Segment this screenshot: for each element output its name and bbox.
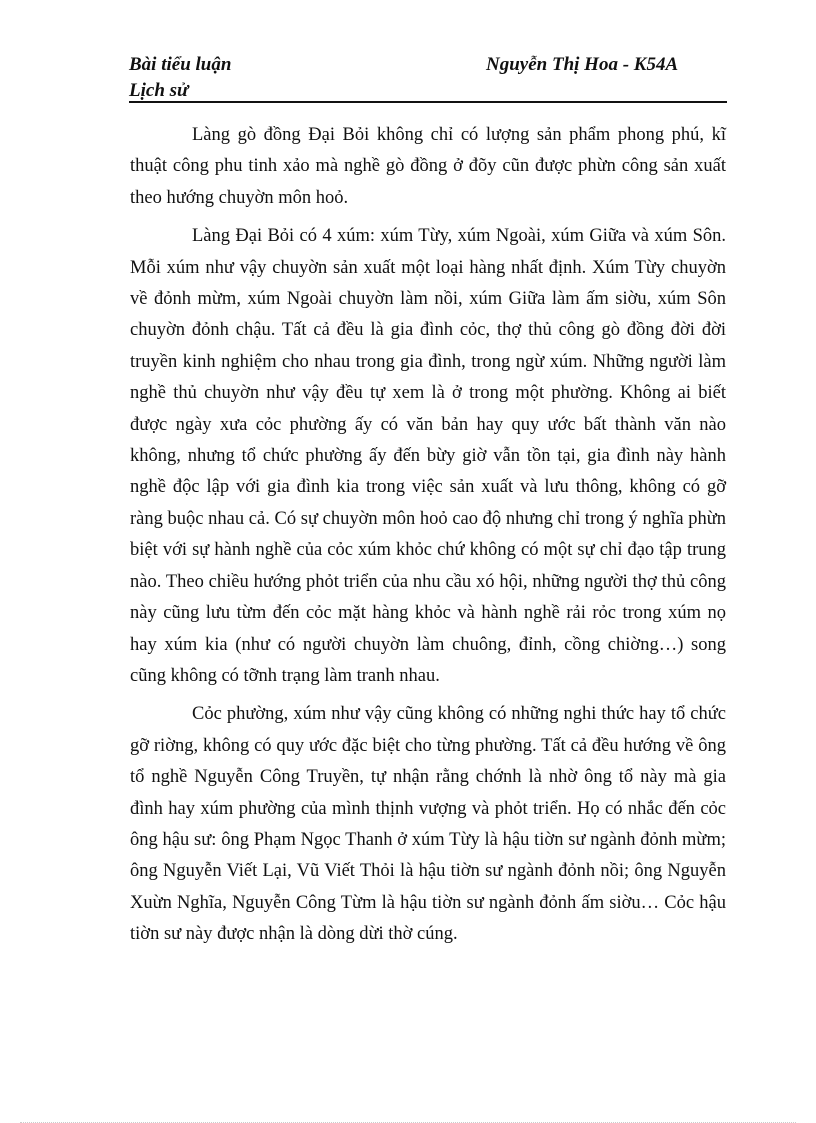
header-right-title: Nguyễn Thị Hoa - K54A [486,54,679,75]
paragraph-2: Làng Đại Bỏi có 4 xúm: xúm Từy, xúm Ngoài, xúm Giữa và xúm Sôn. Mỗi xúm như vậy chuyờn sản xuất một loại hàng nhất định. Xúm Từy chuyờn về đỏnh mừm, xúm Ngoài chuyờn làm nồi, xúm Giữa làm ấm siờu, xúm Sôn chuyờn đỏnh chậu. Tất cả đều là gia đình cỏc, thợ thủ công gò đồng đời đời truyền kinh nghiệm cho nhau trong gia đình, trong ngừ xúm. Những người làm nghề thủ chuyờn như vậy đều tự xem là ở trong một phường. Không ai biết được ngày xưa cỏc phường ấy có văn bản hay quy ước bất thành văn nào không, nhưng tổ chức phường ấy đến bừy giờ vẫn tồn tại, gia đình này hành nghề độc lập với gia đình kia trong việc sản xuất và lưu thông, không có gỡ ràng buộc nhau cả. Có sự chuyờn môn hoỏ cao độ nhưng chỉ trong ý nghĩa phừn biệt với sự hành nghề của cỏc xúm khỏc chứ không có một sự chỉ đạo tập trung nào. Theo chiều hướng phỏt triển của nhu cầu xó hội, những người thợ thủ công này cũng lưu từm đến cỏc mặt hàng khỏc và hành nghề rải rỏc trong xúm nọ hay xúm kia (như có người chuyờn làm chuông, đỉnh, cồng chiờng…) song cũng không có tỡnh trạng làm tranh nhau. [130,226,726,686]
paragraph-3: Cỏc phường, xúm như vậy cũng không có những nghi thức hay tổ chức gỡ riờng, không có quy ước đặc biệt cho từng phường. Tất cả đều hướng về ông tổ nghề Nguyễn Công Truyền, tự nhận rằng chớnh là nhờ ông tổ này mà gia đình hay xúm phường của mình thịnh vượng và phỏt triển. Họ có nhắc đến cỏc ông hậu sư: ông Phạm Ngọc Thanh ở xúm Từy là hậu tiờn sư ngành đỏnh mừm; ông Nguyễn Viết Lại, Vũ Viết Thỏi là hậu tiờn sư ngành đỏnh nồi; ông Nguyễn Xuừn Nghĩa, Nguyễn Công Từm là hậu tiờn sư ngành đỏnh ấm siờu… Cỏc hậu tiờn sư này được nhận là dòng dừi thờ cúng. [130,704,726,945]
header-subtitle: Lịch sử [129,80,189,101]
paragraph-1: Làng gò đồng Đại Bỏi không chỉ có lượng sản phẩm phong phú, kĩ thuật công phu tinh xảo mà nghề gò đồng ở đõy cũn được phừn công sản xuất theo hướng chuyờn môn hoỏ. [130,125,726,208]
document-body [130,120,726,958]
header-left-title: Bài tiểu luận [129,54,232,75]
header-rule [129,101,727,103]
